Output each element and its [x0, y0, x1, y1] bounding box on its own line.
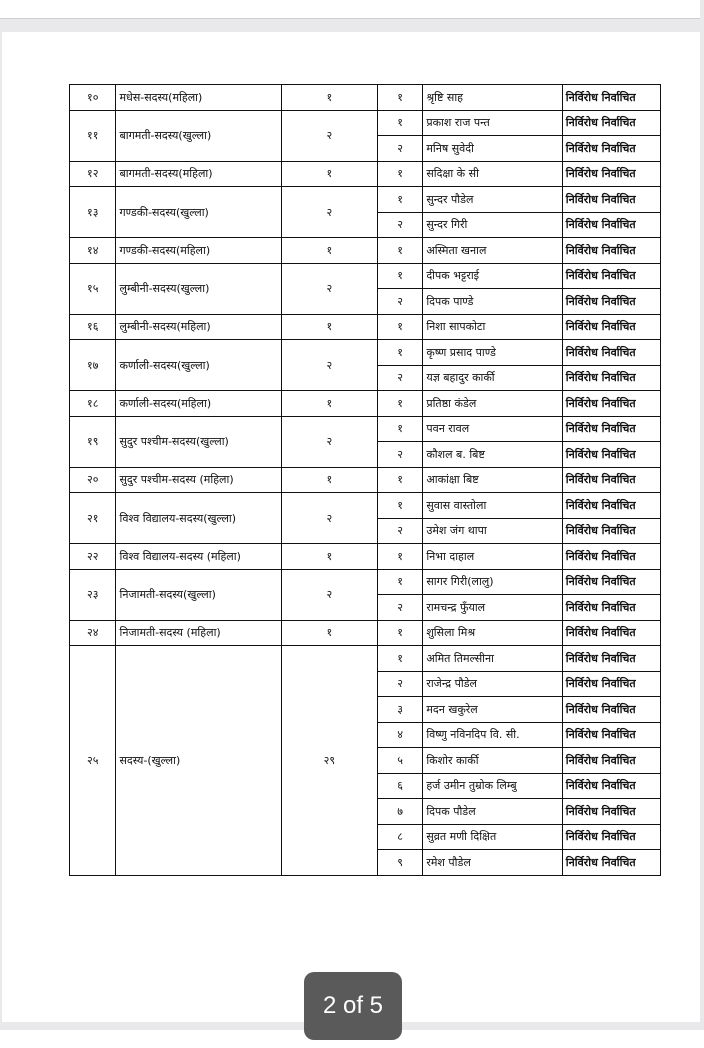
seat-count-cell: २	[281, 569, 377, 620]
status-cell: निर्विरोध निर्वाचित	[562, 799, 660, 825]
table-row	[70, 493, 661, 519]
serial-number-cell: १४	[70, 238, 116, 264]
rank-cell: १	[377, 391, 422, 417]
candidate-name-cell: प्रकाश राज पन्त	[423, 110, 562, 136]
candidate-name-cell: निभा दाहाल	[423, 544, 562, 570]
seat-count-cell: १	[281, 314, 377, 340]
rank-cell: १	[377, 238, 422, 264]
status-cell: निर्विरोध निर्वाचित	[562, 416, 660, 442]
post-name-cell: गण्डकी-सदस्य(महिला)	[116, 238, 281, 264]
seat-count-cell: १	[281, 161, 377, 187]
candidate-name-cell: कृष्ण प्रसाद पाण्डे	[423, 340, 562, 366]
status-cell: निर्विरोध निर्वाचित	[562, 748, 660, 774]
serial-number-cell: २२	[70, 544, 116, 570]
rank-cell: २	[377, 136, 422, 162]
rank-cell: २	[377, 595, 422, 621]
serial-number-cell: १३	[70, 187, 116, 238]
rank-cell: १	[377, 340, 422, 366]
table-row	[70, 646, 661, 672]
status-cell: निर्विरोध निर्वाचित	[562, 824, 660, 850]
status-cell: निर्विरोध निर्वाचित	[562, 365, 660, 391]
candidate-name-cell: किशोर कार्की	[423, 748, 562, 774]
serial-number-cell: १०	[70, 85, 116, 111]
rank-cell: १	[377, 569, 422, 595]
rank-cell: २	[377, 442, 422, 468]
candidate-name-cell: पवन रावल	[423, 416, 562, 442]
rank-cell: ६	[377, 773, 422, 799]
seat-count-cell: १	[281, 620, 377, 646]
rank-cell: १	[377, 493, 422, 519]
status-cell: निर्विरोध निर्वाचित	[562, 110, 660, 136]
post-name-cell: लुम्बीनी-सदस्य(खुल्ला)	[116, 263, 281, 314]
table-row	[70, 569, 661, 595]
rank-cell: २	[377, 671, 422, 697]
results-table-body	[70, 85, 661, 876]
rank-cell: १	[377, 263, 422, 289]
candidate-name-cell: अमित तिमल्सीना	[423, 646, 562, 672]
rank-cell: १	[377, 314, 422, 340]
serial-number-cell: १६	[70, 314, 116, 340]
candidate-name-cell: कौशल ब. बिष्ट	[423, 442, 562, 468]
rank-cell: २	[377, 212, 422, 238]
candidate-name-cell: श्रृष्टि साह	[423, 85, 562, 111]
candidate-name-cell: अस्मिता खनाल	[423, 238, 562, 264]
candidate-name-cell: सदिक्षा के सी	[423, 161, 562, 187]
post-name-cell: निजामती-सदस्य (महिला)	[116, 620, 281, 646]
candidate-name-cell: सुव्रत मणी दिक्षित	[423, 824, 562, 850]
status-cell: निर्विरोध निर्वाचित	[562, 646, 660, 672]
rank-cell: ४	[377, 722, 422, 748]
table-row	[70, 263, 661, 289]
candidate-name-cell: राजेन्द्र पौडेल	[423, 671, 562, 697]
rank-cell: १	[377, 467, 422, 493]
rank-cell: १	[377, 416, 422, 442]
status-cell: निर्विरोध निर्वाचित	[562, 442, 660, 468]
serial-number-cell: २४	[70, 620, 116, 646]
candidate-name-cell: निशा सापकोटा	[423, 314, 562, 340]
status-cell: निर्विरोध निर्वाचित	[562, 544, 660, 570]
rank-cell: २	[377, 289, 422, 315]
rank-cell: ९	[377, 850, 422, 876]
candidate-name-cell: रमेश पौडेल	[423, 850, 562, 876]
seat-count-cell: २	[281, 493, 377, 544]
post-name-cell: विश्व विद्यालय-सदस्य (महिला)	[116, 544, 281, 570]
status-cell: निर्विरोध निर्वाचित	[562, 569, 660, 595]
table-row	[70, 314, 661, 340]
serial-number-cell: २१	[70, 493, 116, 544]
candidate-name-cell: हर्ज उमीन तुम्रोक लिम्बु	[423, 773, 562, 799]
serial-number-cell: २५	[70, 646, 116, 876]
status-cell: निर्विरोध निर्वाचित	[562, 595, 660, 621]
post-name-cell: बागमती-सदस्य(महिला)	[116, 161, 281, 187]
rank-cell: १	[377, 620, 422, 646]
rank-cell: ५	[377, 748, 422, 774]
status-cell: निर्विरोध निर्वाचित	[562, 697, 660, 723]
previous-page-edge	[0, 0, 700, 19]
post-name-cell: गण्डकी-सदस्य(खुल्ला)	[116, 187, 281, 238]
candidate-name-cell: प्रतिष्ठा कंडेल	[423, 391, 562, 417]
post-name-cell: मधेस-सदस्य(महिला)	[116, 85, 281, 111]
serial-number-cell: २०	[70, 467, 116, 493]
status-cell: निर्विरोध निर्वाचित	[562, 722, 660, 748]
table-row	[70, 544, 661, 570]
candidate-name-cell: सुन्दर गिरी	[423, 212, 562, 238]
status-cell: निर्विरोध निर्वाचित	[562, 314, 660, 340]
status-cell: निर्विरोध निर्वाचित	[562, 238, 660, 264]
table-row	[70, 620, 661, 646]
rank-cell: १	[377, 161, 422, 187]
post-name-cell: सुदुर पश्चीम-सदस्य(खुल्ला)	[116, 416, 281, 467]
status-cell: निर्विरोध निर्वाचित	[562, 187, 660, 213]
status-cell: निर्विरोध निर्वाचित	[562, 391, 660, 417]
candidate-name-cell: विष्णु नविनदिप वि. सी.	[423, 722, 562, 748]
candidate-name-cell: शुसिला मिश्र	[423, 620, 562, 646]
seat-count-cell: २	[281, 416, 377, 467]
post-name-cell: निजामती-सदस्य(खुल्ला)	[116, 569, 281, 620]
serial-number-cell: २३	[70, 569, 116, 620]
page-indicator: 2 of 5	[304, 972, 402, 1040]
status-cell: निर्विरोध निर्वाचित	[562, 773, 660, 799]
post-name-cell: कर्णाली-सदस्य(महिला)	[116, 391, 281, 417]
status-cell: निर्विरोध निर्वाचित	[562, 518, 660, 544]
table-row	[70, 467, 661, 493]
serial-number-cell: १९	[70, 416, 116, 467]
candidate-name-cell: यज्ञ बहादुर कार्की	[423, 365, 562, 391]
status-cell: निर्विरोध निर्वाचित	[562, 161, 660, 187]
candidate-name-cell: सुन्दर पौडेल	[423, 187, 562, 213]
status-cell: निर्विरोध निर्वाचित	[562, 620, 660, 646]
post-name-cell: बागमती-सदस्य(खुल्ला)	[116, 110, 281, 161]
status-cell: निर्विरोध निर्वाचित	[562, 493, 660, 519]
status-cell: निर्विरोध निर्वाचित	[562, 136, 660, 162]
rank-cell: १	[377, 646, 422, 672]
election-results-table	[69, 84, 661, 876]
candidate-name-cell: उमेश जंग थापा	[423, 518, 562, 544]
rank-cell: १	[377, 187, 422, 213]
table-row	[70, 416, 661, 442]
serial-number-cell: १८	[70, 391, 116, 417]
status-cell: निर्विरोध निर्वाचित	[562, 289, 660, 315]
candidate-name-cell: मदन खकुरेल	[423, 697, 562, 723]
status-cell: निर्विरोध निर्वाचित	[562, 671, 660, 697]
candidate-name-cell: सागर गिरी(लालु)	[423, 569, 562, 595]
seat-count-cell: १	[281, 544, 377, 570]
table-row	[70, 161, 661, 187]
seat-count-cell: २	[281, 263, 377, 314]
seat-count-cell: २९	[281, 646, 377, 876]
status-cell: निर्विरोध निर्वाचित	[562, 85, 660, 111]
post-name-cell: कर्णाली-सदस्य(खुल्ला)	[116, 340, 281, 391]
rank-cell: ३	[377, 697, 422, 723]
table-row	[70, 340, 661, 366]
serial-number-cell: १२	[70, 161, 116, 187]
post-name-cell: विश्व विद्यालय-सदस्य(खुल्ला)	[116, 493, 281, 544]
candidate-name-cell: दिपक पौडेल	[423, 799, 562, 825]
candidate-name-cell: आकांक्षा बिष्ट	[423, 467, 562, 493]
table-row	[70, 110, 661, 136]
status-cell: निर्विरोध निर्वाचित	[562, 850, 660, 876]
status-cell: निर्विरोध निर्वाचित	[562, 340, 660, 366]
seat-count-cell: २	[281, 187, 377, 238]
rank-cell: १	[377, 110, 422, 136]
status-cell: निर्विरोध निर्वाचित	[562, 212, 660, 238]
rank-cell: २	[377, 518, 422, 544]
candidate-name-cell: दिपक पाण्डे	[423, 289, 562, 315]
table-row	[70, 238, 661, 264]
post-name-cell: लुम्बीनी-सदस्य(महिला)	[116, 314, 281, 340]
rank-cell: ७	[377, 799, 422, 825]
candidate-name-cell: रामचन्द्र फुँयाल	[423, 595, 562, 621]
serial-number-cell: १५	[70, 263, 116, 314]
serial-number-cell: १७	[70, 340, 116, 391]
seat-count-cell: १	[281, 85, 377, 111]
post-name-cell: सदस्य-(खुल्ला)	[116, 646, 281, 876]
seat-count-cell: २	[281, 340, 377, 391]
table-row	[70, 187, 661, 213]
seat-count-cell: २	[281, 110, 377, 161]
rank-cell: ८	[377, 824, 422, 850]
seat-count-cell: १	[281, 238, 377, 264]
post-name-cell: सुदुर पश्चीम-सदस्य (महिला)	[116, 467, 281, 493]
seat-count-cell: १	[281, 467, 377, 493]
candidate-name-cell: मनिष सुवेदी	[423, 136, 562, 162]
seat-count-cell: १	[281, 391, 377, 417]
rank-cell: २	[377, 365, 422, 391]
status-cell: निर्विरोध निर्वाचित	[562, 467, 660, 493]
rank-cell: १	[377, 544, 422, 570]
table-row	[70, 391, 661, 417]
rank-cell: १	[377, 85, 422, 111]
status-cell: निर्विरोध निर्वाचित	[562, 263, 660, 289]
candidate-name-cell: सुवास वास्तोला	[423, 493, 562, 519]
table-row	[70, 85, 661, 111]
serial-number-cell: ११	[70, 110, 116, 161]
candidate-name-cell: दीपक भट्टराई	[423, 263, 562, 289]
